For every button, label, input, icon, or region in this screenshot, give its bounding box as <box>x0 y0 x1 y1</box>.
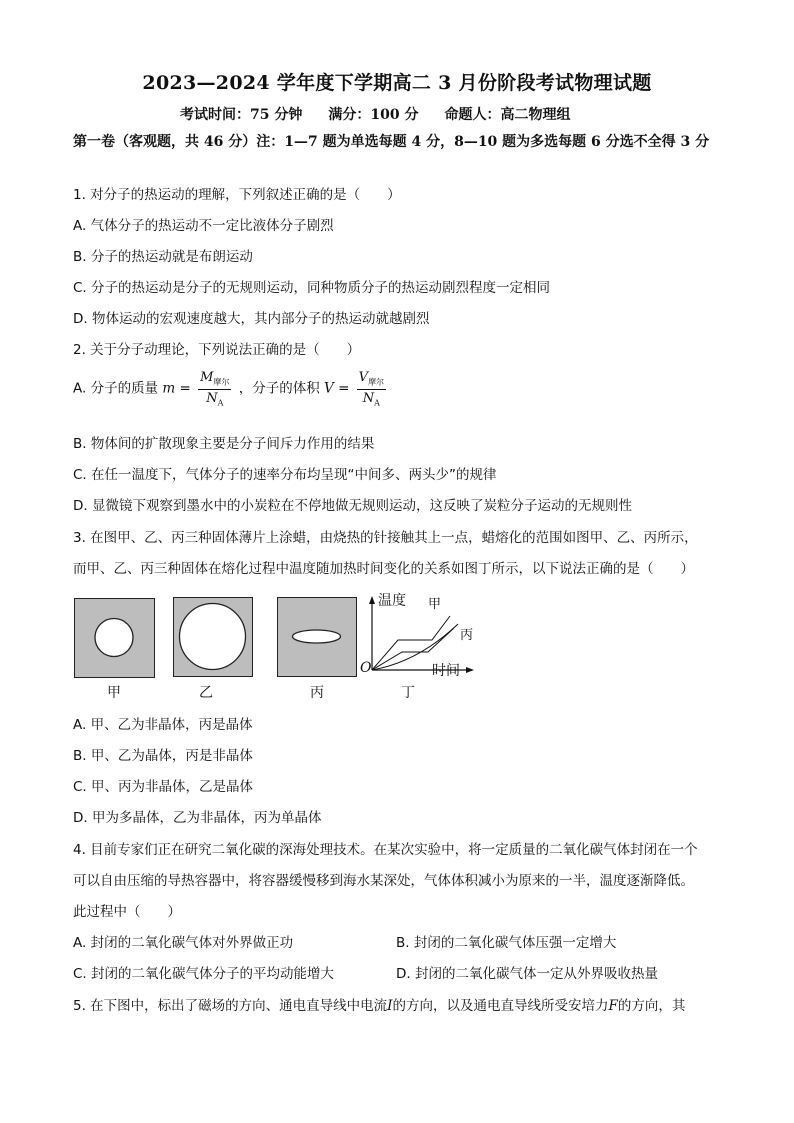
exam-meta <box>180 104 596 124</box>
label-ding: 丁 <box>401 685 415 701</box>
q3-option-b: B. 甲、乙为晶体，丙是非晶体 <box>73 748 253 764</box>
y-axis-arrow <box>369 596 375 604</box>
q2-stem: 2. 关于分子动理论，下列说法正确的是（ ） <box>73 342 361 358</box>
q2-option-d: D. 显微镜下观察到墨水中的小炭粒在不停地做无规则运动，这反映了炭粒分子运动的无规则性 <box>73 498 632 514</box>
q1-option-c: C. 分子的热运动是分子的无规则运动，同种物质分子的热运动剧烈程度一定相同 <box>73 280 551 296</box>
q5-stem-b: 的方向，以及通电直导线所受安培力 <box>392 998 609 1014</box>
label-yi: 乙 <box>199 685 213 701</box>
q4-option-c: C. 封闭的二氧化碳气体分子的平均动能增大 <box>73 966 335 982</box>
plate-jia <box>74 598 155 678</box>
graph-curve-bing-label: 丙 <box>460 628 474 643</box>
exam-score: 满分：100 分 <box>328 107 419 123</box>
q3-option-d: D. 甲为多晶体，乙为非晶体，丙为单晶体 <box>73 810 322 826</box>
avogadro-sub: A <box>217 398 224 408</box>
label-bing: 丙 <box>310 685 324 701</box>
q4-option-a: A. 封闭的二氧化碳气体对外界做正功 <box>73 935 294 951</box>
graph-ylabel: 温度 <box>378 593 406 609</box>
exam-time: 考试时间：75 分钟 <box>180 107 303 123</box>
q3-stem-line1: 3. 在图甲、乙、丙三种固体薄片上涂蜡，由烧热的针接触其上一点，蜡熔化的范围如图甲、乙、丙所示， <box>73 530 698 546</box>
graph-curve-jia-label: 甲 <box>428 597 442 612</box>
q3-option-a: A. 甲、乙为非晶体，丙是晶体 <box>73 717 253 733</box>
label-jia: 甲 <box>107 685 121 701</box>
section-heading: 第一卷（客观题，共 46 分）注：1—7 题为单选每题 4 分，8—10 题为多选每题 6 分选不全得 3 分 <box>73 134 710 150</box>
avogadro-symbol-2: N <box>362 390 375 406</box>
mass-fraction <box>198 370 231 407</box>
q2-a-prefix: A. 分子的质量 <box>73 380 159 397</box>
avogadro-symbol: N <box>206 390 218 406</box>
molar-mass-symbol: M <box>200 370 214 385</box>
force-symbol: F <box>608 998 618 1014</box>
q2-a-mid: ，分子的体积 <box>238 380 320 397</box>
graph-xlabel: 时间 <box>432 663 460 679</box>
q4-stem-line1: 4. 目前专家们正在研究二氧化碳的深海处理技术。在某次实验中，将一定质量的二氧化碳气体封闭在一个 <box>73 842 698 858</box>
q2-option-c: C. 在任一温度下，气体分子的速率分布均呈现“中间多、两头少”的规律 <box>73 467 497 483</box>
q5-stem-a: 5. 在下图中，标出了磁场的方向、通电直导线中电流 <box>73 998 388 1014</box>
q4-stem-line3: 此过程中（ ） <box>73 904 181 920</box>
plate-yi <box>173 597 253 677</box>
q3-option-c: C. 甲、丙为非晶体，乙是晶体 <box>73 779 254 795</box>
q2-a-v: V <box>324 380 334 397</box>
page-title: 2023—2024 学年度下学期高二 3 月份阶段考试物理试题 <box>142 72 652 94</box>
x-axis-arrow <box>466 667 474 673</box>
molar-sub: 摩尔 <box>213 377 230 387</box>
q2-option-a: A. 分子的质量 m = $\frac{M_{摩尔}}{N_A}$ ，分子的体积 V = $\frac{V_{摩尔}}{N_A}$ <box>73 370 385 408</box>
q1-option-b: B. 分子的热运动就是布朗运动 <box>73 249 253 265</box>
q1-option-a: A. 气体分子的热运动不一定比液体分子剧烈 <box>73 218 334 234</box>
q2-option-b: B. 物体间的扩散现象主要是分子间斥力作用的结果 <box>73 436 375 452</box>
melt-circle-large <box>174 598 251 675</box>
q2-a-m: m <box>162 380 176 397</box>
melt-ellipse <box>278 598 355 675</box>
q4-option-d: D. 封闭的二氧化碳气体一定从外界吸收热量 <box>396 966 658 982</box>
q3-figure <box>74 594 474 704</box>
molar-sub-2: 摩尔 <box>368 377 385 387</box>
q1-stem: 1. 对分子的热运动的理解，下列叙述正确的是（ ） <box>73 187 401 203</box>
volume-fraction <box>357 370 386 407</box>
exam-author: 命题人：高二物理组 <box>444 107 571 123</box>
q4-stem-line2: 可以自由压缩的导热容器中，将容器缓慢移到海水某深处，气体体积减小为原来的一半，温度逐渐降低。 <box>73 873 694 889</box>
q4-option-b: B. 封闭的二氧化碳气体压强一定增大 <box>396 935 617 951</box>
q1-option-d: D. 物体运动的宏观速度越大，其内部分子的热运动就越剧烈 <box>73 311 430 327</box>
q5-stem <box>73 994 685 1014</box>
current-symbol: I <box>387 998 393 1014</box>
avogadro-sub-2: A <box>374 398 380 408</box>
plate-bing <box>277 597 357 677</box>
melt-circle-small <box>75 599 153 676</box>
molar-volume-symbol: V <box>358 370 369 385</box>
q3-stem-line2: 而甲、乙、丙三种固体在熔化过程中温度随加热时间变化的关系如图丁所示，以下说法正确的是（ ） <box>73 561 694 577</box>
graph-origin: O <box>360 660 372 676</box>
q5-stem-c: 的方向，其 <box>617 998 686 1014</box>
